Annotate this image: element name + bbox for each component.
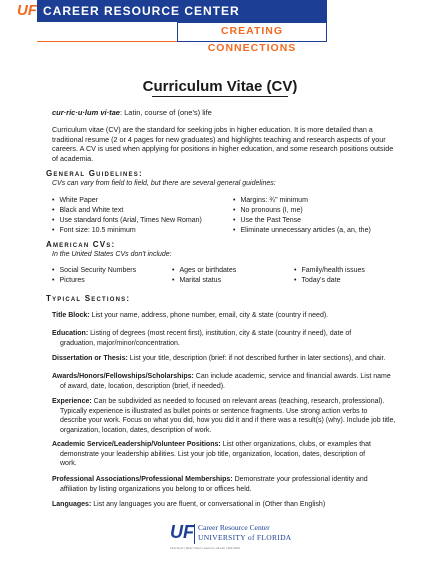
uf-logo: UF (17, 0, 37, 22)
intro-paragraph (52, 125, 397, 163)
list-item: • Family/health issues (294, 266, 365, 276)
list-item: • Use standard fonts (Arial, Times New Roman) (52, 216, 202, 226)
intro-line: careers. A CV is used when applying for positions in higher education, and some research positions outside (52, 144, 394, 154)
item-label: Dissertation or Thesis: (52, 355, 128, 362)
item-text: Typically experience is illustrated as bullet points or sentence fragments. Use strong action verbs to (60, 407, 368, 415)
page-title: Curriculum Vitae (CV) (142, 78, 298, 95)
list-item: • Use the Past Tense (233, 216, 371, 226)
american-subtitle: In the United States CVs don't include: (52, 251, 172, 258)
general-subtitle: CVs can vary from field to field, but there are several general guidelines: (52, 180, 276, 187)
item-text: Listing of degrees (most recent first), institution, city & state (country if need), date of (88, 330, 352, 337)
footer-uf-logo: UF (170, 522, 194, 542)
footer-address: First Floor | Reitz Union | www.crc.ufl.edu | 392-1601 (170, 546, 241, 550)
list-item: • Today's date (294, 276, 365, 286)
section-heading-general: General Guidelines: (46, 169, 143, 178)
header-title-bar: CAREER RESOURCE CENTER (37, 0, 327, 22)
item-text: Can be subdivided as needed to focused on relevant areas (teaching, research, professional). (91, 398, 385, 405)
general-list-right (233, 196, 371, 236)
intro-line: of academia. (52, 153, 94, 163)
footer-university: UNIVERSITY of FLORIDA (198, 533, 292, 542)
list-item: • Ages or birthdates (172, 266, 236, 276)
item-text: affiliation by listing organizations you belong to or offices held. (60, 485, 252, 493)
list-item: • Black and White text (52, 206, 202, 216)
list-item: • Font size: 10.5 minimum (52, 226, 202, 236)
section-heading-typical: Typical Sections: (46, 294, 131, 303)
item-label: Languages: (52, 501, 92, 508)
item-text: Demonstrate your professional identity and (232, 476, 368, 483)
list-item: • Social Security Numbers (52, 266, 136, 276)
definition-term: cur·ric·u·lum vi·tae (52, 108, 120, 117)
item-label: Awards/Honors/Fellowships/Scholarships: (52, 373, 194, 380)
item-label: Professional Associations/Professional Memberships: (52, 476, 233, 483)
section-item-experience (52, 397, 397, 435)
general-list-left (52, 196, 202, 236)
header-tagline: CREATING CONNECTIONS (177, 22, 327, 42)
list-item: • Margins: ¾" minimum (233, 196, 371, 206)
american-list-col2 (172, 266, 236, 286)
item-text: Can include academic, service and financial awards. List name (193, 373, 391, 380)
section-heading-american: American CVs: (46, 240, 116, 249)
intro-line: traditional resume (2 or 4 pages for new graduates) and highlights teaching and research aspects of your (52, 134, 386, 144)
item-text: List other organizations, clubs, or examples that (220, 441, 371, 448)
definition-meaning: : Latin, course of (one's) life (119, 108, 212, 117)
header-divider (37, 22, 177, 42)
section-item-languages (52, 500, 397, 510)
list-item: • No pronouns (I, me) (233, 206, 371, 216)
item-text: demonstrate your leadership abilities. List your job title, organization, location, dates, description of (60, 450, 366, 458)
footer-center-name: Career Resource Center (198, 523, 270, 532)
section-item-awards (52, 372, 397, 391)
item-text: of award, date, location, description (brief, if needed). (60, 382, 225, 390)
item-text: List any languages you are fluent, or conversational in (Other than English) (91, 501, 326, 508)
item-text: organization, location, dates, description of work. (60, 426, 212, 434)
section-item-title-block (52, 311, 397, 321)
list-item: • White Paper (52, 196, 202, 206)
american-list-col1 (52, 266, 136, 286)
section-item-education (52, 329, 397, 348)
page-footer (170, 522, 300, 552)
american-list-col3 (294, 266, 365, 286)
list-item: • Pictures (52, 276, 136, 286)
item-text: graduation, major/minor/concentration. (60, 339, 180, 347)
item-text: describe your work. Focus on what you did, how you did it and if there was a result(s) (why). Include job title, (60, 417, 396, 425)
section-item-professional (52, 475, 397, 494)
definition (52, 108, 212, 117)
title-underline (152, 96, 288, 97)
list-item: • Marital status (172, 276, 236, 286)
footer-divider (194, 524, 195, 544)
section-item-academic-service (52, 440, 397, 469)
item-label: Academic Service/Leadership/Volunteer Positions: (52, 441, 221, 448)
list-item: • Eliminate unnecessary articles (a, an, the) (233, 226, 371, 236)
page-header (17, 0, 327, 54)
item-text: List your title, description (brief: if not described further in later sections), and chair. (127, 355, 386, 362)
item-label: Title Block: (52, 312, 90, 319)
item-label: Education: (52, 330, 89, 337)
item-text: work. (60, 460, 77, 468)
section-item-dissertation (52, 354, 397, 364)
item-label: Experience: (52, 398, 92, 405)
intro-line: Curriculum vitae (CV) are the standard for seeking jobs in higher education. It is more detailed than a (52, 125, 373, 134)
item-text: List your name, address, phone number, email, city & state (country if need). (89, 312, 329, 319)
